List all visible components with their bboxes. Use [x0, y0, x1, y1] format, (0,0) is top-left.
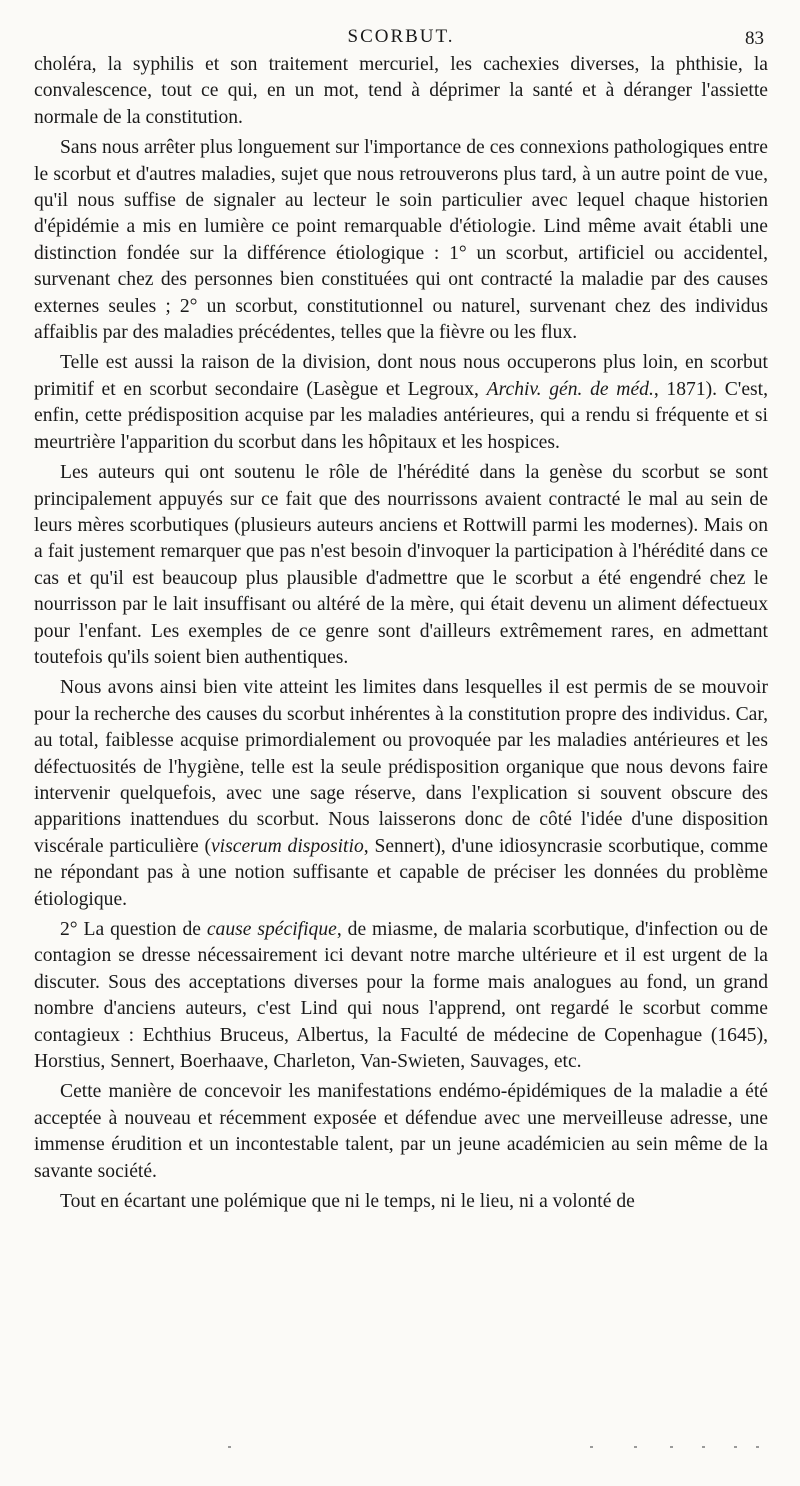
- print-mark: [634, 1446, 637, 1448]
- body-text: [34, 52, 768, 1215]
- print-mark: [590, 1446, 593, 1448]
- text-run: Sans nous arrêter plus longuement sur l'importance de ces connexions pathologiques entre le scorbut et d'autres maladies, sujet que nous retrouverons plus tard, à un autre point de vue, qu'il nous suffise de signaler au lecteur le soin particulier avec lequel chaque historien d'épidémie a mis en lumière ce point remarquable d'étiologie. Lind même avait établi une distinction fondée sur la différence étiologique : 1° un scorbut, artificiel ou accidentel, survenant chez des personnes bien constituées qui ont contracté la maladie par des causes externes seules ; 2° un scorbut, constitutionnel ou naturel, survenant chez des individus affaiblis par des maladies précédentes, telles que la fièvre ou les flux.: [34, 137, 768, 344]
- text-run: , Sennert), d'une idiosyncrasie scorbutique, comme ne répondant pas à une notion suffisante et capable de préciser les données du problème étiologique.: [34, 835, 768, 910]
- text-run: Tout en écartant une polémique que ni le temps, ni le lieu, ni a volonté de: [60, 1191, 635, 1213]
- text-run: choléra, la syphilis et son traitement mercuriel, les cachexies diverses, la phthisie, la convalescence, tout ce qui, en un mot, tend à déprimer la santé et à déranger l'assiette normale de la constitution.: [34, 54, 768, 128]
- text-run: , 1871). C'est, enfin, cette prédisposition acquise par les maladies antérieures, qui a rendu si fréquente et si meurtrière l'apparition du scorbut dans les hôpitaux et les hospices.: [34, 378, 768, 453]
- footer-print-marks: [34, 1446, 768, 1452]
- text-run: Les auteurs qui ont soutenu le rôle de l'hérédité dans la genèse du scorbut se sont principalement appuyés sur ce fait que des nourrissons avaient contracté le mal au sein de leurs mères scorbutiques (plusieurs auteurs anciens et Rottwill parmi les modernes). Mais on a fait justement remarquer que pas n'est besoin d'invoquer la participation à l'hérédité dans ce cas et qu'il est beaucoup plus plausible d'admettre que le scorbut a été engendré chez le nourrisson par le lait insuffisant ou altéré de la mère, qui était devenu un aliment défectueux pour l'enfant. Les exemples de ce genre sont d'ailleurs extrêmement rares, en admettant toutefois qu'ils soient bien authentiques.: [34, 462, 768, 668]
- page-header: [34, 0, 768, 52]
- paragraph: [34, 135, 768, 346]
- paragraph: [34, 52, 768, 131]
- italic-text: cause spécifique: [206, 919, 337, 940]
- running-head: SCORBUT.: [347, 26, 455, 47]
- paragraph: [34, 1079, 768, 1185]
- paragraph: [34, 1189, 768, 1215]
- text-run: , de miasme, de malaria scorbutique, d'infection ou de contagion se dresse nécessairement ici devant notre marche ultérieure et il est urgent de la discuter. Sous des acceptations diverses pour la forme mais analogues au fond, un grand nombre d'anciens auteurs, c'est Lind qui nous l'apprend, ont regardé le scorbut comme contagieux : Echthius Bruceus, Albertus, la Faculté de médecine de Copenhague (1645), Horstius, Sennert, Boerhaave, Charleton, Van-Swieten, Sauvages, etc.: [34, 919, 768, 1073]
- text-run: Nous avons ainsi bien vite atteint les limites dans lesquelles il est permis de se mouvoir pour la recherche des causes du scorbut inhérentes à la constitution propre des individus. Car, au total, faiblesse acquise primordialement ou provoquée par les maladies antérieures et les défectuosités de l'hygiène, telle est la seule prédisposition organique que nous devons faire intervenir quelquefois, avec une sage réserve, dans l'explication si souvent obscure des apparitions inattendues du scorbut. Nous laisserons donc de côté l'idée d'une disposition viscérale particulière (: [34, 677, 768, 857]
- print-mark: [734, 1446, 737, 1448]
- text-run: Telle est aussi la raison de la division, dont nous nous occuperons plus loin, en scorbut primitif et en scorbut secondaire (Lasègue et Legroux,: [34, 352, 768, 400]
- paragraph: [34, 350, 768, 456]
- text-run: Cette manière de concevoir les manifestations endémo-épidémiques de la maladie a été acceptée à nouveau et récemment exposée et défendue avec une merveilleuse adresse, une immense érudition et un incontestable talent, par un jeune académicien au sein même de la savante société.: [34, 1081, 768, 1182]
- paragraph: [34, 460, 768, 671]
- page-number: 83: [745, 28, 764, 49]
- italic-text: Archiv. gén. de méd.: [486, 378, 654, 400]
- print-mark: [702, 1446, 705, 1448]
- paragraph: [34, 917, 768, 1075]
- text-run: 2° La question de: [60, 919, 207, 940]
- print-mark: [670, 1446, 673, 1448]
- print-mark: [228, 1446, 231, 1448]
- print-mark: [756, 1446, 759, 1448]
- italic-text: viscerum dispositio: [210, 835, 364, 857]
- paragraph: [34, 675, 768, 913]
